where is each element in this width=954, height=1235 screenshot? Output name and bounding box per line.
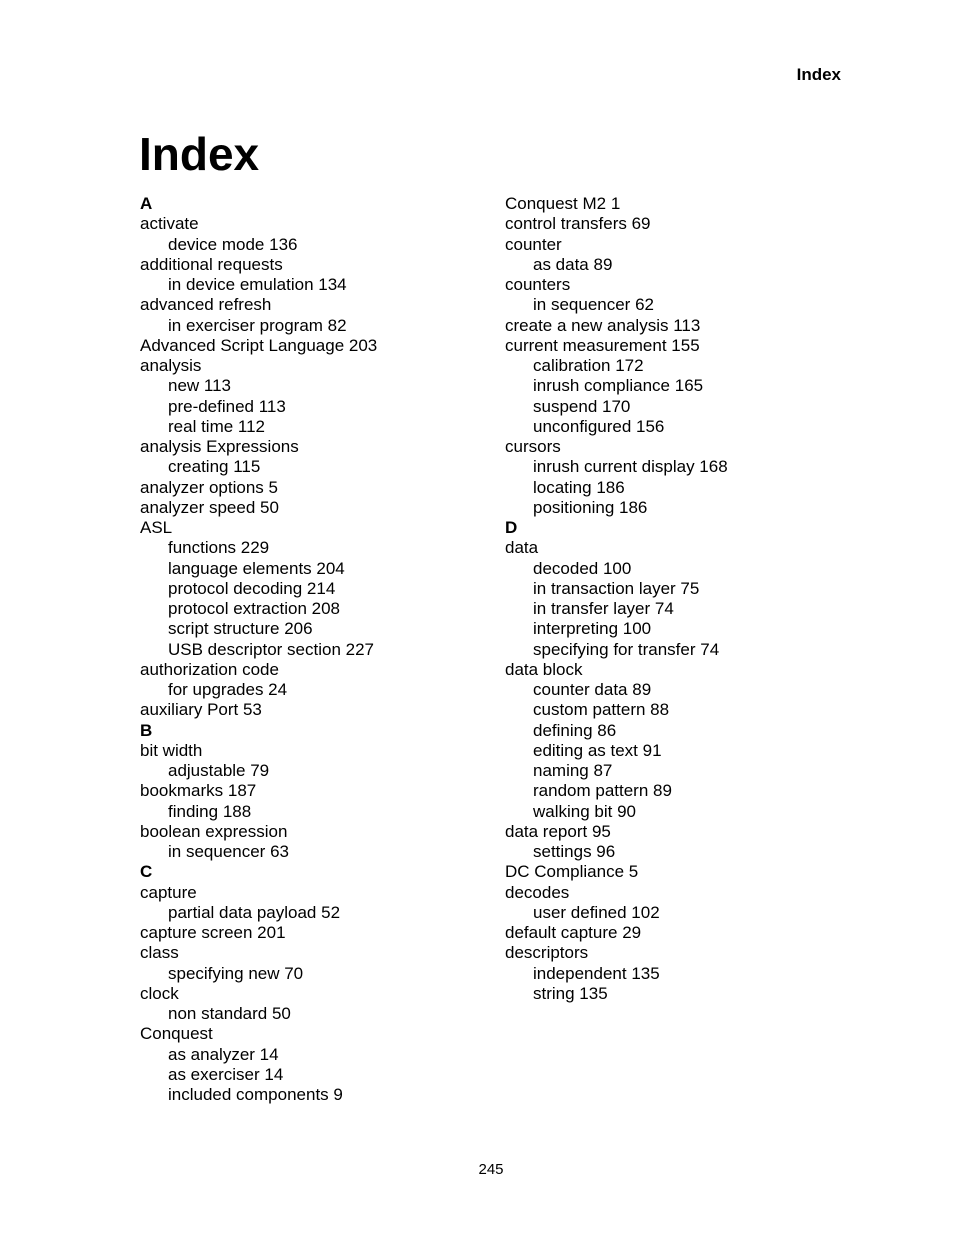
index-entry: clock <box>140 983 179 1003</box>
index-entry: class <box>140 943 179 963</box>
index-subentry: as data 89 <box>533 254 613 274</box>
index-entry: default capture 29 <box>505 923 642 942</box>
index-entry: ASL <box>140 518 173 537</box>
index-subentry: calibration 172 <box>533 356 644 375</box>
index-subentry: custom pattern 88 <box>533 700 670 720</box>
index-subentry: inrush compliance 165 <box>533 376 704 396</box>
index-subentry: creating 115 <box>168 457 261 477</box>
index-subentry: editing as text 91 <box>533 740 662 760</box>
index-column-left <box>140 194 480 1105</box>
index-entry: capture <box>140 882 197 902</box>
index-entry: bookmarks 187 <box>140 781 257 801</box>
index-subentry: interpreting 100 <box>533 619 652 639</box>
index-subentry: functions 229 <box>168 538 270 558</box>
index-letter-heading: B <box>140 720 153 740</box>
index-subentry: specifying new 70 <box>168 963 304 983</box>
index-subentry: USB descriptor section 227 <box>168 639 374 659</box>
index-subentry: included components 9 <box>168 1085 343 1104</box>
index-subentry: adjustable 79 <box>168 761 270 780</box>
index-subentry: naming 87 <box>533 761 613 780</box>
index-subentry: new 113 <box>168 376 232 396</box>
index-subentry: protocol extraction 208 <box>168 599 340 618</box>
index-subentry: random pattern 89 <box>533 781 672 801</box>
index-subentry: unconfigured 156 <box>533 416 665 436</box>
index-subentry: as exerciser 14 <box>168 1064 284 1084</box>
index-subentry: device mode 136 <box>168 234 298 254</box>
index-subentry: decoded 100 <box>533 558 632 578</box>
index-subentry: pre-defined 113 <box>168 396 286 416</box>
index-entry: advanced refresh <box>140 295 272 315</box>
index-subentry: in exerciser program 82 <box>168 315 347 335</box>
index-entry: current measurement 155 <box>505 335 700 355</box>
index-entry: analyzer options 5 <box>140 477 278 497</box>
index-subentry: in sequencer 62 <box>533 295 654 315</box>
index-subentry: specifying for transfer 74 <box>533 639 720 659</box>
index-subentry: real time 112 <box>168 416 266 436</box>
index-entry: capture screen 201 <box>140 923 286 942</box>
index-letter-heading: C <box>140 862 153 882</box>
index-entry: data report 95 <box>505 821 611 841</box>
index-column-right <box>505 194 845 1004</box>
page-number: 245 <box>478 1161 504 1178</box>
index-entry: analyzer speed 50 <box>140 497 279 517</box>
index-subentry: locating 186 <box>533 477 625 497</box>
index-subentry: protocol decoding 214 <box>168 578 336 598</box>
index-subentry: counter data 89 <box>533 680 652 699</box>
index-entry: boolean expression <box>140 821 288 841</box>
index-entry: decodes <box>505 882 570 902</box>
running-header: Index <box>796 65 841 84</box>
page-title: Index <box>139 128 260 180</box>
index-entry: activate <box>140 214 199 234</box>
index-subentry: as analyzer 14 <box>168 1044 279 1064</box>
index-subentry: defining 86 <box>533 720 617 740</box>
index-entry: Conquest M2 1 <box>505 194 621 213</box>
index-entry: bit width <box>140 740 203 760</box>
index-subentry: positioning 186 <box>533 497 648 517</box>
index-subentry: partial data payload 52 <box>168 902 341 922</box>
index-subentry: independent 135 <box>533 963 660 983</box>
index-letter-heading: A <box>140 194 153 213</box>
index-subentry: in device emulation 134 <box>168 275 347 294</box>
index-entry: descriptors <box>505 943 589 963</box>
index-subentry: suspend 170 <box>533 396 631 416</box>
index-entry: cursors <box>505 437 561 456</box>
index-entry: auxiliary Port 53 <box>140 700 262 720</box>
index-subentry: inrush current display 168 <box>533 457 728 477</box>
index-entry: Conquest <box>140 1024 213 1044</box>
index-subentry: string 135 <box>533 983 608 1003</box>
index-entry: data <box>505 538 539 558</box>
index-entry: counter <box>505 234 562 254</box>
index-entry: authorization code <box>140 659 279 679</box>
index-subentry: walking bit 90 <box>533 801 637 821</box>
index-entry: additional requests <box>140 254 283 274</box>
index-entry: DC Compliance 5 <box>505 862 639 882</box>
index-subentry: for upgrades 24 <box>168 680 288 699</box>
index-entry: analysis Expressions <box>140 437 299 456</box>
index-entry: create a new analysis 113 <box>505 315 701 335</box>
index-subentry: language elements 204 <box>168 558 345 578</box>
index-subentry: in transfer layer 74 <box>533 599 674 618</box>
index-subentry: script structure 206 <box>168 619 313 639</box>
index-subentry: in transaction layer 75 <box>533 578 700 598</box>
index-subentry: finding 188 <box>168 801 252 821</box>
index-subentry: user defined 102 <box>533 902 660 922</box>
index-entry: Advanced Script Language 203 <box>140 335 378 355</box>
index-subentry: in sequencer 63 <box>168 842 289 861</box>
index-entry: counters <box>505 275 571 294</box>
index-entry: data block <box>505 659 583 679</box>
index-entry: control transfers 69 <box>505 214 651 234</box>
index-letter-heading: D <box>505 518 518 537</box>
index-entry: analysis <box>140 356 202 375</box>
index-subentry: non standard 50 <box>168 1004 291 1023</box>
index-subentry: settings 96 <box>533 842 616 861</box>
